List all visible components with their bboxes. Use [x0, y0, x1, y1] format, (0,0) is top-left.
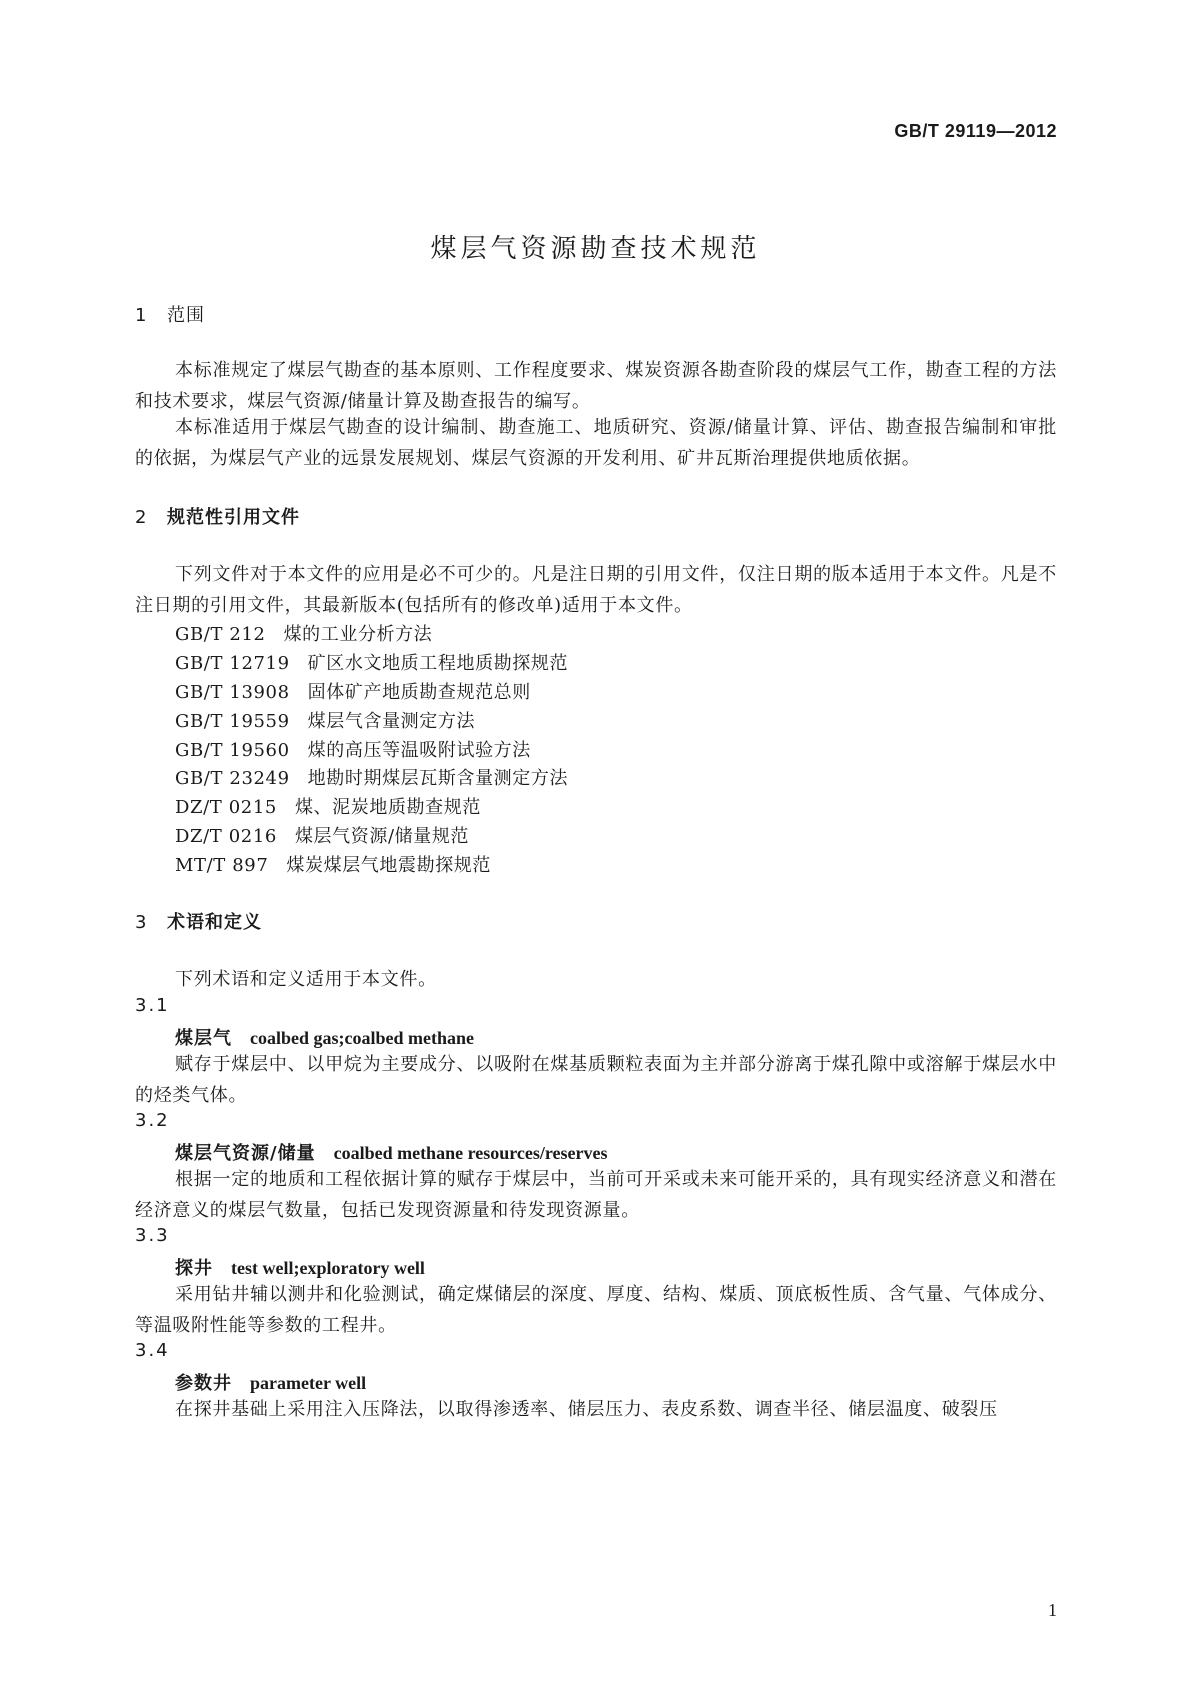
term-definition: 赋存于煤层中、以甲烷为主要成分、以吸附在煤基质颗粒表面为主并部分游离于煤孔隙中或溶解于煤层水中的烃类气体。 — [135, 1054, 1057, 1106]
reference-title: 矿区水文地质工程地质勘探规范 — [307, 653, 569, 674]
reference-item — [175, 764, 568, 790]
reference-title: 煤层气含量测定方法 — [307, 711, 476, 732]
term-heading — [175, 1254, 425, 1280]
term-zh: 参数井 — [175, 1373, 232, 1394]
reference-item — [175, 649, 568, 675]
page-number: 1 — [1048, 1600, 1057, 1620]
document-title: 煤层气资源勘查技术规范 — [430, 234, 761, 264]
reference-code: GB/T 19559 — [175, 711, 290, 732]
term-number: 3.4 — [135, 1340, 170, 1361]
standard-code: GB/T 29119—2012 — [894, 121, 1057, 141]
scope-paragraph-1: 本标准规定了煤层气勘查的基本原则、工作程度要求、煤炭资源各勘查阶段的煤层气工作，勘查工程的方法和技术要求，煤层气资源/储量计算及勘查报告的编写。 — [135, 360, 1057, 412]
section-title: 术语和定义 — [167, 912, 262, 933]
reference-item — [175, 678, 531, 704]
reference-code: DZ/T 0215 — [175, 797, 277, 818]
term-zh: 煤层气资源/储量 — [175, 1143, 316, 1164]
section-number: 3 — [135, 912, 148, 933]
reference-title: 煤炭煤层气地震勘探规范 — [286, 855, 491, 876]
term-heading — [175, 1369, 366, 1395]
reference-title: 煤的工业分析方法 — [283, 624, 433, 645]
term-en: coalbed gas;coalbed methane — [250, 1028, 474, 1048]
term-definition: 采用钻井辅以测井和化验测试，确定煤储层的深度、厚度、结构、煤质、顶底板性质、含气量、气体成分、等温吸附性能等参数的工程井。 — [135, 1284, 1057, 1336]
references-intro: 下列文件对于本文件的应用是必不可少的。凡是注日期的引用文件，仅注日期的版本适用于本文件。凡是不注日期的引用文件，其最新版本(包括所有的修改单)适用于本文件。 — [135, 564, 1057, 616]
section-heading-3 — [135, 908, 262, 934]
reference-code: GB/T 23249 — [175, 768, 290, 789]
section-heading-2 — [135, 503, 300, 529]
reference-code: DZ/T 0216 — [175, 826, 277, 847]
reference-item — [175, 793, 481, 819]
reference-code: GB/T 12719 — [175, 653, 290, 674]
section-title: 规范性引用文件 — [167, 507, 300, 528]
term-en: test well;exploratory well — [231, 1258, 425, 1278]
term-en: parameter well — [250, 1373, 367, 1393]
term-en: coalbed methane resources/reserves — [333, 1143, 608, 1163]
reference-title: 固体矿产地质勘查规范总则 — [307, 682, 531, 703]
reference-item — [175, 851, 491, 877]
reference-code: GB/T 13908 — [175, 682, 290, 703]
reference-item — [175, 620, 432, 646]
term-definition: 在探井基础上采用注入压降法，以取得渗透率、储层压力、表皮系数、调查半径、储层温度、破裂压 — [175, 1399, 998, 1420]
reference-title: 地勘时期煤层瓦斯含量测定方法 — [307, 768, 569, 789]
term-zh: 探井 — [175, 1258, 213, 1279]
term-number: 3.3 — [135, 1225, 170, 1246]
reference-item — [175, 736, 531, 762]
term-definition: 根据一定的地质和工程依据计算的赋存于煤层中，当前可开采或未来可能开采的，具有现实经济意义和潜在经济意义的煤层气数量，包括已发现资源量和待发现资源量。 — [135, 1169, 1057, 1221]
term-heading — [175, 1139, 608, 1165]
section-number: 1 — [135, 305, 148, 326]
reference-code: MT/T 897 — [175, 855, 269, 876]
terms-intro: 下列术语和定义适用于本文件。 — [175, 969, 437, 990]
reference-code: GB/T 212 — [175, 624, 266, 645]
section-title: 范围 — [167, 305, 205, 326]
reference-code: GB/T 19560 — [175, 740, 290, 761]
term-zh: 煤层气 — [175, 1028, 232, 1049]
reference-title: 煤的高压等温吸附试验方法 — [307, 740, 531, 761]
term-number: 3.2 — [135, 1110, 170, 1131]
reference-title: 煤层气资源/储量规范 — [294, 826, 470, 847]
reference-item — [175, 707, 475, 733]
term-heading — [175, 1024, 474, 1050]
section-heading-1 — [135, 301, 205, 327]
scope-paragraph-2: 本标准适用于煤层气勘查的设计编制、勘查施工、地质研究、资源/储量计算、评估、勘查报告编制和审批的依据，为煤层气产业的远景发展规划、煤层气资源的开发利用、矿井瓦斯治理提供地质依据。 — [135, 417, 1057, 469]
section-number: 2 — [135, 507, 148, 528]
term-number: 3.1 — [135, 995, 170, 1016]
reference-item — [175, 822, 469, 848]
reference-title: 煤、泥炭地质勘查规范 — [294, 797, 481, 818]
